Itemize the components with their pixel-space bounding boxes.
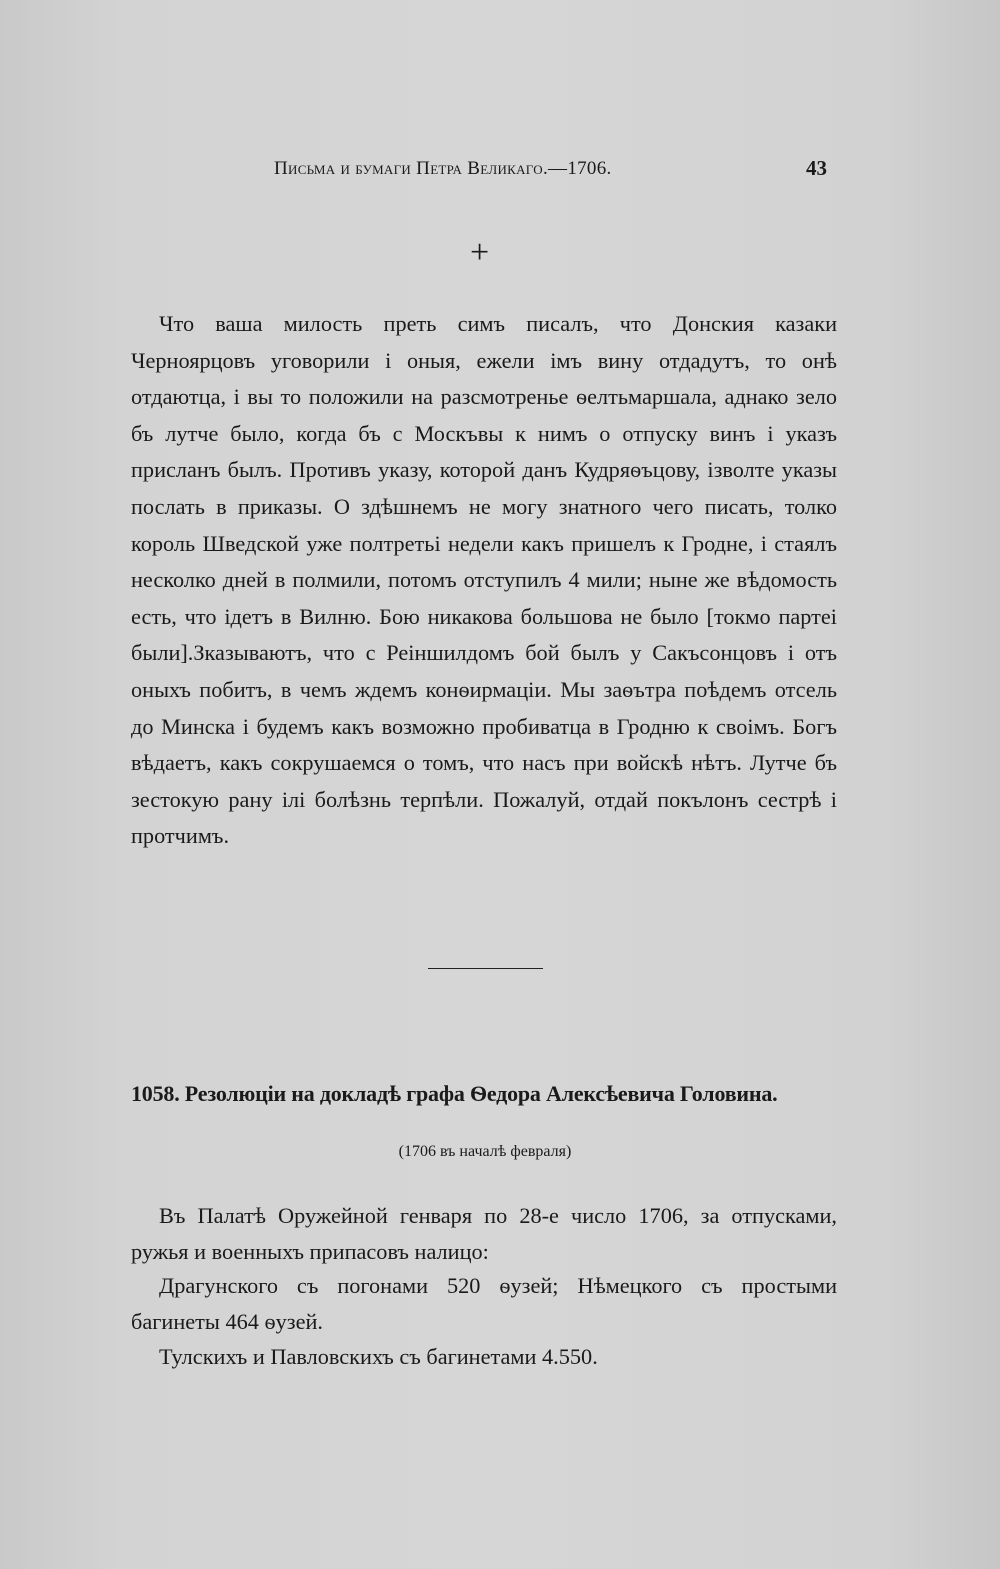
paragraph: Драгунского съ погонами 520 ѳузей; Нѣмецкого съ простыми багинеты 464 ѳузей. <box>131 1273 837 1334</box>
paragraph: Въ Палатѣ Оружейной генваря по 28-е число 1706, за отпусками, ружья и военныхъ припасовъ налицо: <box>131 1203 837 1264</box>
section-divider <box>428 968 543 969</box>
paragraph: Тулскихъ и Павловскихъ съ багинетами 4.550. <box>159 1344 598 1369</box>
section-date: (1706 въ началѣ февраля) <box>398 1143 572 1160</box>
running-title: Письма и бумаги Петра Великаго.—1706. <box>274 158 612 179</box>
section-title: 1058. Резолюціи на докладѣ графа Ѳедора Алексѣевича Головина. <box>131 1081 778 1106</box>
letter-text: Что ваша милость преть симъ писалъ, что Донския казаки Черноярцовъ уговорили і оныя, ежели імъ вину отдадутъ, то онѣ отдаютца, і вы то положили на разсмотренье ѳелтьмаршала, аднако зело бъ лутче было, когда бъ с Москъвы к нимъ о отпуску винъ і указъ присланъ былъ. Противъ указу, которой данъ Кудряѳъцову, ізволте указы послать в приказы. О здѣшнемъ не могу знатного чего писать, толко король Шведской уже полтретьі недели какъ пришелъ к Гродне, і стаялъ несколко дней в полмили, потомъ отступилъ 4 мили; ныне же вѣдомость есть, что ідетъ в Вилню. Бою никакова большова не было [токмо партеі были].Зказываютъ, что с Реіншилдомъ бой былъ у Сакъсонцовъ і отъ оныхъ побитъ, в чемъ ждемъ конѳирмаціи. Мы заѳътра поѣдемъ отсель до Минска і будемъ какъ возможно пробиватца в Гродню к своімъ. Богъ вѣдаетъ, какъ сокрушаемся о томъ, что насъ при войскѣ нѣтъ. Лутче бъ зестокую рану ілі болѣзнь терпѣли. Пожалуй, отдай покълонъ сестрѣ і протчимъ. <box>131 311 837 849</box>
cross-icon: + <box>470 234 490 271</box>
page-number: 43 <box>806 156 827 180</box>
